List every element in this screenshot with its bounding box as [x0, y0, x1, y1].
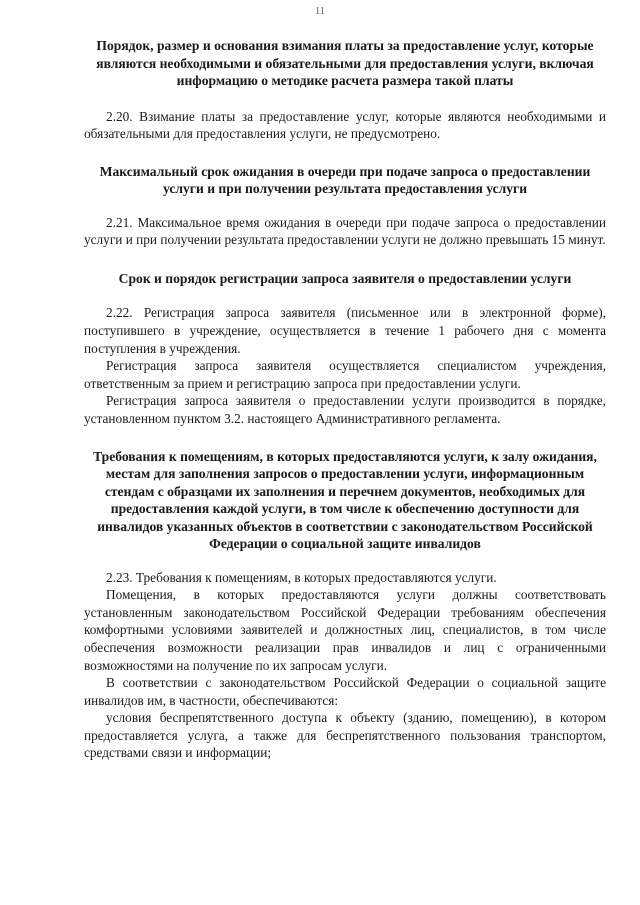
document-body [84, 30, 606, 762]
section-max-waiting-time [84, 163, 606, 249]
section-request-registration [84, 270, 606, 428]
section-title: Максимальный срок ожидания в очереди при подаче запроса о предоставлении услуги и при получении результата предоставления услуги [99, 163, 591, 197]
section-title: Срок и порядок регистрации запроса заявителя о предоставлении услуги [118, 270, 572, 286]
paragraph-2-23: 2.23. Требования к помещениям, в которых предоставляются услуги. [106, 569, 497, 585]
section-title: Порядок, размер и основания взимания платы за предоставление услуг, которые являются необходимыми и обязательными для предоставления услуги, включая информацию о методике расчета размера такой платы [96, 38, 594, 88]
paragraph-2-20: 2.20. Взимание платы за предоставление услуг, которые являются необходимыми и обязательными для предоставления услуги, не предусмотрено. [84, 108, 606, 142]
section-premises-requirements [84, 448, 606, 763]
paragraph-2-22: 2.22. Регистрация запроса заявителя (письменное или в электронной форме), поступившего в учреждение, осуществляется в течение 1 рабочего дня с момента поступления в учреждения. [84, 305, 606, 356]
paragraph-2-21: 2.21. Максимальное время ожидания в очереди при подаче запроса о предоставлении услуги и при получении результата предоставлении услуги не должно превышать 15 минут. [84, 214, 606, 248]
page-number: 11 [315, 6, 325, 17]
paragraph: Помещения, в которых предоставляются услуги должны соответствовать установленным законодательством Российской Федерации требованиям обеспечения комфортными условиями заявителей и должностных лиц, специалистов, в том числе обеспечения возможности реализации прав инвалидов и лиц с ограниченными возможностями на получение по их запросам услуги. [84, 587, 606, 673]
paragraph: Регистрация запроса заявителя о предоставлении услуги производится в порядке, установленном пунктом 3.2. настоящего Административного регламента. [84, 393, 606, 426]
paragraph: В соответствии с законодательством Российской Федерации о социальной защите инвалидов им, в частности, обеспечиваются: [84, 675, 606, 708]
paragraph: Регистрация запроса заявителя осуществляется специалистом учреждения, ответственным за прием и регистрацию запроса при предоставлении услуги. [84, 358, 606, 391]
paragraph: условия беспрепятственного доступа к объекту (зданию, помещению), в котором предоставляется услуга, а также для беспрепятственного пользования транспортом, средствами связи и информации; [84, 710, 606, 761]
section-title: Требования к помещениям, в которых предоставляются услуги, к залу ожидания, местам для заполнения запросов о предоставлении услуги, информационным стендам с образцами их заполнения и перечнем документов, необходимых для предоставления каждой услуги, в том числе к обеспечению доступности для инвалидов указанных объектов в соответствии с законодательством Российской Федерации о социальной защите инвалидов [93, 448, 597, 552]
section-payment-for-services [84, 37, 606, 143]
